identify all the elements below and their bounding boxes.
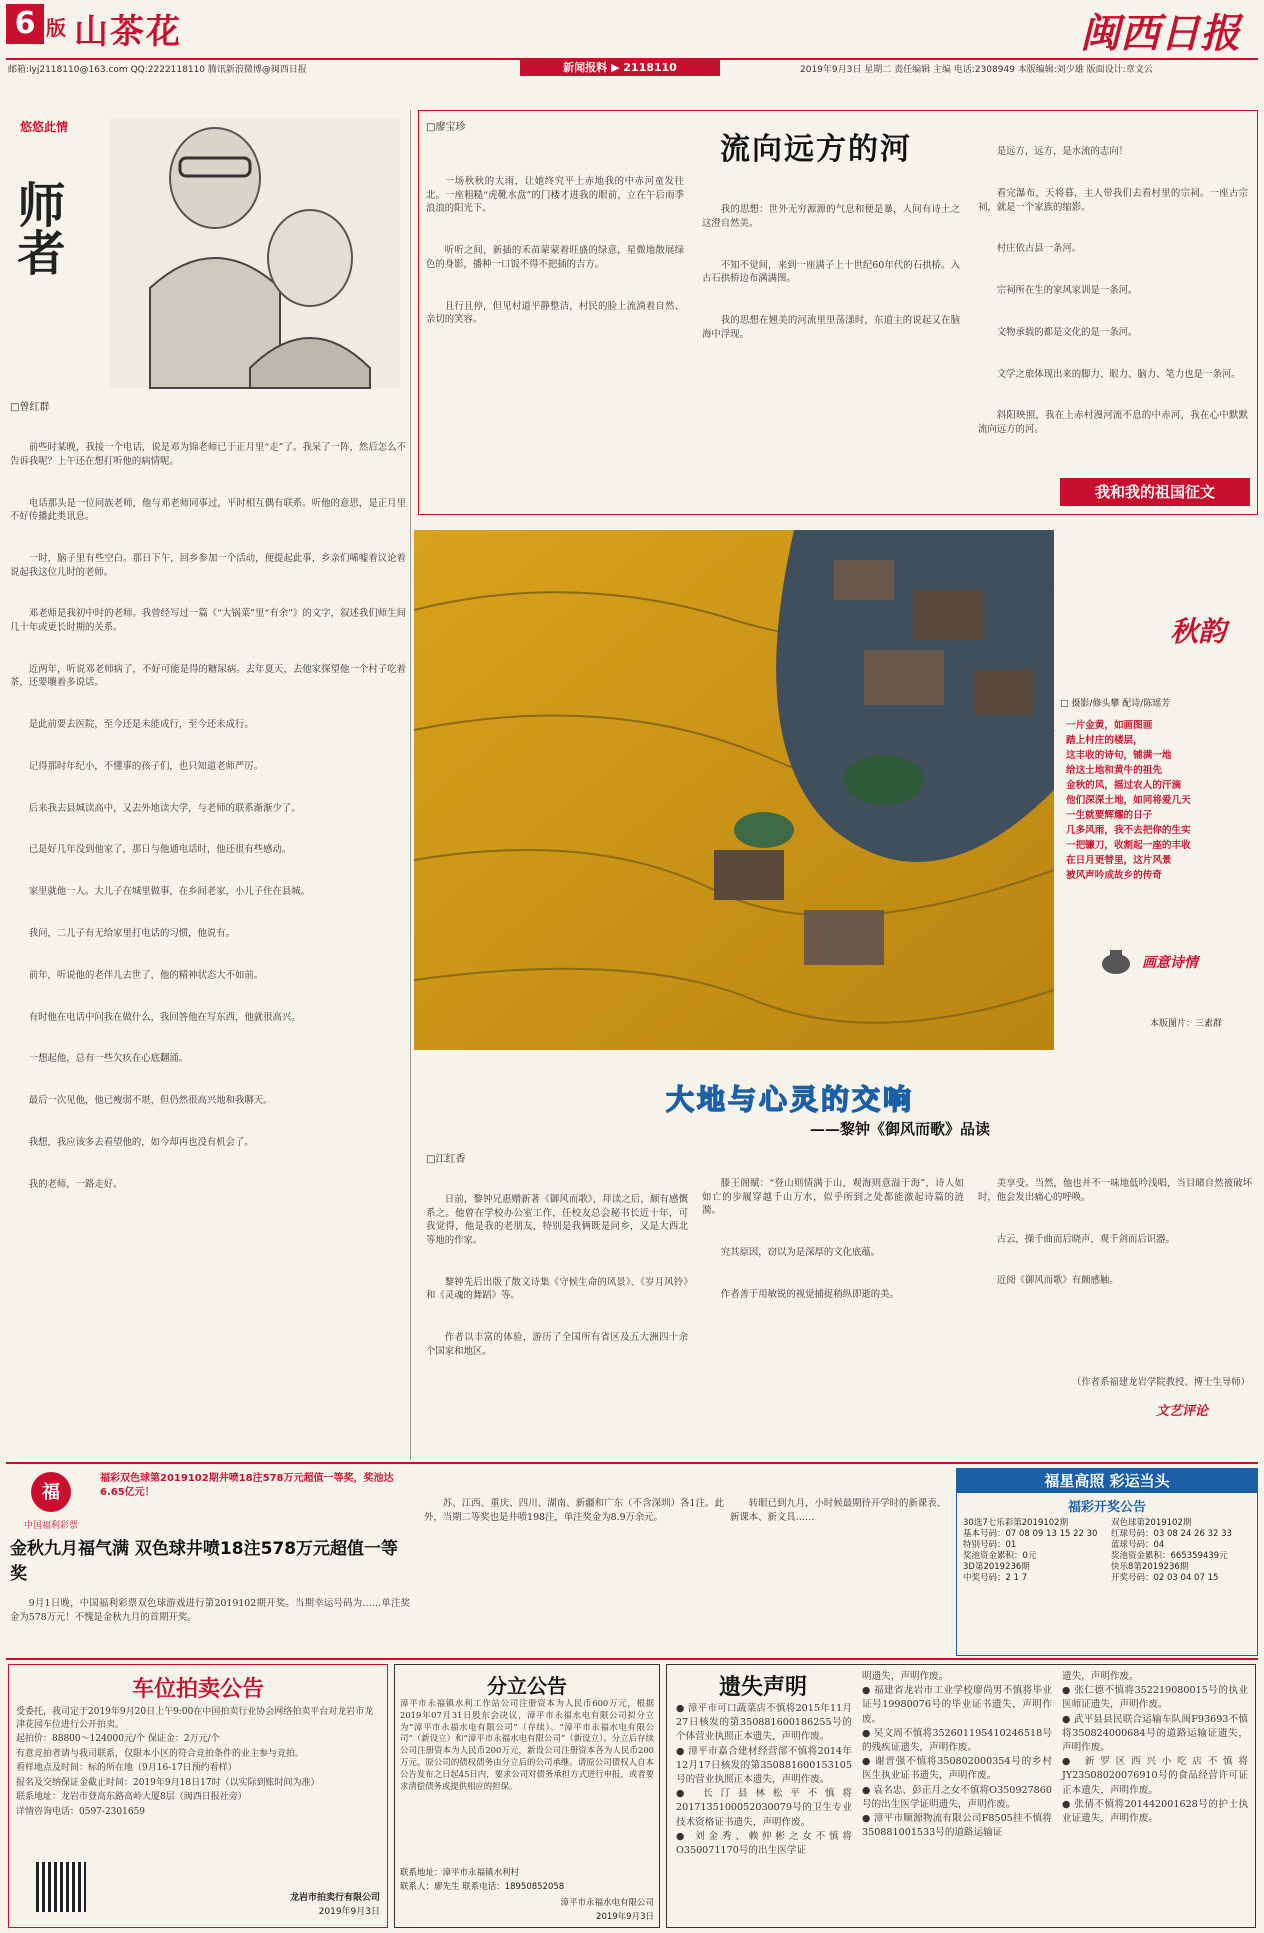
review-col-1: 日前，黎钟兄惠赠新著《御风而歌》，拜读之后，颇有感慨系之。他曾在学校办公室工作，任校友总会秘书长近十年，可我觉得，他是我的老朋友，特别是我俩既是同乡，又是大西北等地的作家。 黎钟先后出版了散文诗集《守候生命的风景》、《岁月风铃》和《灵魂的舞蹈》等。 作者以丰富的体验，游历了全国所有省区及五大洲四十余个国家和地区。 bbox=[426, 1194, 688, 1357]
review-badge: 文艺评论 bbox=[1156, 1404, 1209, 1419]
poem-badge: 画意诗情 bbox=[1142, 955, 1198, 971]
photo-credit: 本版图片：三素群 bbox=[1150, 1019, 1223, 1029]
split-body: 漳平市永福镇水利工作站公司注册资本为人民币600万元，根据2019年07月31日股东会决议，漳平市永福水电有限公司拟分立为“漳平市永福水电有限公司”（存续）、“漳平市永福水电有限公司”（新设立）和“漳平市永福水电有限公司”（新设立）。分立后存续公司注册资本为人民币200万元，新设公司注册资本各为人民币200万元。原公司的债权债务由分立后的公司承继。请原公司债权人自本公告发布之日起45日内，要求公司对债务承担方式进行申报，或者要求清偿债务或提供相应的担保。 bbox=[400, 1698, 654, 1791]
teacher-byline: □曾红群 bbox=[10, 402, 50, 413]
review-title: 大地与心灵的交响 bbox=[666, 1083, 915, 1116]
lost-col-3: 遗失，声明作废。 ● 张仁德不慎将352219080015号的执业医师证遗失，声明作废。 ● 武平县县民联合运输车队闽F93693不慎将350824000684号的道路运输证遗失，声明作废。 ● 新罗区西兴小吃店不慎将JY23508020076910号的食品经营许可证正本遗失，声明作废。 ● 张倩不慎将201442001628号的护士执业证遗失，声明作废。 bbox=[1062, 1671, 1248, 1825]
poem-lines: 一片金黄，如画图画 踏上村庄的楼层， 这丰收的诗句，铺满一地 给这土地和黄牛的祖先 金秋的风，摇过农人的汗滴 他们深深土地，如同将爱几天 一生就要辉耀的日子 几多风雨，我不去把你的生实 一把镰刀，收割起一座的丰收 在日月更替里，这片风景 被风声吟成故乡的传奇 bbox=[1066, 720, 1191, 881]
review-col-2: 滕王阁赋：“登山则情满于山，观海则意溢于海”，诗人如如亡的步履穿越千山万水，似乎所到之处都能激起诗篇的涟漪。 究其原因，窃以为是深厚的文化底蕴。 作者善于用敏锐的视觉捕捉稍纵即逝的美。 bbox=[702, 1178, 964, 1300]
poem-credit: □ 摄影/修头攀 配诗/陈瑶芳 bbox=[1060, 699, 1171, 709]
lottery-headline: 金秋九月福气满 双色球井喷18注578万元超值一等奖 bbox=[10, 1539, 399, 1584]
poem-title: 秋韵 bbox=[1170, 615, 1227, 648]
lottery-box-sub: 福彩开奖公告 bbox=[1067, 1500, 1146, 1515]
qr-code bbox=[36, 1862, 86, 1912]
lottery-col-3: 转眼已到九月，小时候最期待开学时的新课表、新课本、新文具…… bbox=[730, 1498, 946, 1523]
portrait-sketch bbox=[110, 118, 400, 388]
lost-title: 遗失声明 bbox=[718, 1674, 807, 1700]
lottery-box-lines: 30选7七乐彩第2019102期 基本号码：07 08 09 13 15 22 30 特别号码：01 奖池资金累积：0元 3D第2019236期 中奖号码：2 1 7 双色球第2019102期 红球号码：03 08 24 26 32 33 蓝球号码：04 奖池资金累积：665359439元 快乐8第2019236期 开奖号码：02 03 04 07 15 bbox=[963, 1518, 1232, 1583]
river-col-3: 是远方，远方，是水流的志向！ 看完瀑布，天将暮，主人带我们去看村里的宗祠。一座古宗祠，就是一个家族的缩影。 村庄依古县一条河。 宗祠所在生的家风家训是一条河。 文物承载的都是文化的是一条河。 文学之旅体现出来的脚力、眼力、脑力、笔力也是一条河。 斜阳映照，我在上赤村漫河流不息的中赤河，我在心中默默流向远方的河。 bbox=[978, 146, 1248, 436]
auction-body: 受委托，我司定于2019年9月20日上午9:00在中国拍卖行业协会网络拍卖平台对龙岩市龙津花园车位进行公开拍卖。 起拍价：88800～124000元/个 保证金：2万元/个 有意竞拍者请与我司联系，仅限本小区的符合竞拍条件的业主参与竞拍。 看样地点及时间：标的所在地（9月16-17日预约看样） 报名及交纳保证金截止时间：2019年9月18日17时（以实际到账时间为准） 联系地址：龙岩市登高东路高岭大厦8层（闽西日报社旁） 详情咨询电话：0597-2301659 bbox=[16, 1707, 374, 1817]
teacher-portrait bbox=[110, 118, 400, 388]
column-divider bbox=[410, 110, 411, 1460]
lottery-results-box bbox=[956, 1468, 1258, 1656]
river-title: 流向远方的河 bbox=[720, 132, 912, 167]
page-number: 6 bbox=[6, 4, 44, 44]
autumn-photo bbox=[414, 530, 1054, 1050]
split-company: 漳平市永福水电有限公司 bbox=[560, 1898, 654, 1908]
hotline: 新闻报料 ▶ 2118110 bbox=[520, 60, 720, 76]
split-contact-1: 联系地址：漳平市永福镇水利村 bbox=[400, 1868, 520, 1878]
river-byline: □廖宝珍 bbox=[426, 122, 466, 133]
river-col-2: 我的思想：世外无穷源源的气息和便是暴，人间有诗土之这澄自然美。 不知不觉间，来到一座满子上十世纪60年代的石拱桥。入古石拱桥边布满满图。 我的思想在翘美的河流里里荡漾时，东道主的说起又在脑海中浮现。 bbox=[702, 204, 960, 340]
auction-company: 龙岩市拍卖行有限公司 bbox=[289, 1893, 380, 1903]
split-title: 分立公告 bbox=[487, 1674, 567, 1698]
split-contact-2: 联系人：廖先生 联系电话：18950852058 bbox=[400, 1882, 565, 1892]
lottery-col-2: 苏、江西、重庆、四川、湖南、新疆和广东（不含深圳）各1注。此外，当期二等奖也是井喷198注，单注奖金为8.9万余元。 bbox=[424, 1498, 724, 1523]
lost-col-2: 明遗失，声明作废。 ● 福建省龙岩市工业学校廖尚男不慎将毕业证号19980076号的毕业证书遗失，声明作废。 ● 吴文周不慎将352601195410246518号的残疾证遗失，声明作废。 ● 谢晋强不慎将350802000354号的乡村医生执业证书遗失，声明作废。 ● 袁名忠、彭正月之女不慎将O350927860号的出生医学证明遗失，声明作废。 ● 漳平市顺源物流有限公司F8505挂不慎将350881001533号的道路运输证 bbox=[862, 1671, 1052, 1839]
svg-text:福: 福 bbox=[42, 1482, 60, 1503]
section-title: 山茶花 bbox=[74, 12, 182, 52]
column-label: 悠悠此情 bbox=[20, 120, 69, 134]
review-byline: □江红香 bbox=[426, 1154, 466, 1165]
lottery-box-title: 福星高照 彩运当头 bbox=[957, 1469, 1257, 1493]
ad-rule-top bbox=[6, 1462, 1258, 1464]
review-signoff: （作者系福建龙岩学院教授、博士生导师） bbox=[1071, 1377, 1250, 1388]
paper-title: 闽西日报 bbox=[1080, 10, 1240, 57]
teacher-body: 前些时某晚，我接一个电话，说是邓为锦老师已于正月里“走”了。我呆了一阵，然后怎么不告诉我呢？上午还在想打听他的病情呢。 电话那头是一位同族老师，他与邓老师同事过，平时相互偶有联系。听他的意思，是正月里不好传播此类讯息。 一时，脑子里有些空白。那日下午，回乡参加一个活动，便提起此事，乡亲们唏嘘着议论着说起我这位儿时的老师。 邓老师是我初中时的老师。我曾经写过一篇《“大锅菜”里“有余”》的文字，叙述我们师生间几十年或更长时期的关系。 近两年，听说邓老师病了，不好可能是得的糖尿病。去年夏天，去他家探望他一个村子吃着茶，还要嚷着多说话。 是此前要去医院，至今还是未能成行，至今还未成行。 记得那时年纪小，不懂事的孩子们，也只知道老师严厉。 后来我去县城读高中，又去外地读大学，与老师的联系渐渐少了。 已是好几年没到他家了，那日与他通电话时，他还很有些感动。 家里就他一人。大儿子在城里做事，在乡间老家，小儿子住在县城。 我问，二儿子有无给家里打电话的习惯，他说有。 前年，听说他的老伴儿去世了，他的精神状态大不如前。 有时他在电话中问我在做什么，我回答他在写东西，他就很高兴。 一想起他，总有一些欠疚在心底翻涌。 最后一次见他，他已瘦弱不堪，但仍然很高兴地和我聊天。 我想，我应该多去看望他的，如今却再也没有机会了。 我的老师，一路走好。 bbox=[10, 442, 406, 1190]
river-col-1: 一场秋秋的大雨，让她终究平上赤地我的中赤河童发往北。一座粗糙“虎靴水盘”的门楼才进我的眼前，立在午后雨季浪浪的阳光下。 听听之间，新插的禾苗蒙蒙着旺盛的绿意，星微地散展绿色的身影，播种一口饭不得不把插的吉方。 且行且停，但见村道平静整洁，村民的脸上流淌着自然、亲切的笑容。 bbox=[426, 176, 684, 326]
page-suffix: 版 bbox=[46, 16, 66, 40]
review-col-3: 美享受。当然，他也并不一味地低吟浅唱，当目睹自然被破坏时，他会发出痛心的呼唤。 古云，操千曲而后晓声，观千剑而后识器。 近阅《御风而歌》有颇感触。 bbox=[978, 1178, 1252, 1287]
auction-title: 车位拍卖公告 bbox=[131, 1676, 264, 1702]
info-line: 邮箱:lyj2118110@163.com QQ:2222118110 腾讯新浪微博@闽西日报 bbox=[8, 65, 307, 75]
lottery-body: 9月1日晚，中国福利彩票双色球游戏进行第2019102期开奖。当期幸运号码为……单注奖金为578万元！不愧是金秋九月的首期开奖。 bbox=[10, 1598, 410, 1623]
lottery-logo-icon bbox=[10, 1470, 92, 1514]
rice-terrace-image bbox=[414, 530, 1054, 1050]
lost-col-1: ● 漳平市可口蔬菜店不慎将2015年11月27日核发的第350881600186255号的个体营业执照正本遗失，声明作废。 ● 漳平市嘉合建材经营部不慎将2014年12月17日核发的第350881600153105号的营业执照正本遗失，声明作废。 ● 长汀县林松平不慎将2017135100052030079号的卫生专业技术资格证书遗失，声明作废。 ● 刘金秀、赖仲彬之女不慎将O350071170号的出生医学证 bbox=[676, 1703, 852, 1857]
auction-date: 2019年9月3日 bbox=[318, 1907, 380, 1917]
lottery-ticker: 福彩双色球第2019102期井喷18注578万元超值一等奖，奖池达6.65亿元！ bbox=[100, 1473, 394, 1498]
teapot-icon bbox=[1096, 946, 1136, 976]
split-date: 2019年9月3日 bbox=[596, 1912, 654, 1922]
river-badge: 我和我的祖国征文 bbox=[1060, 478, 1250, 506]
review-subtitle: ——黎钟《御风而歌》品读 bbox=[810, 1120, 991, 1138]
ad-rule-bottom bbox=[6, 1658, 1258, 1660]
date-line: 2019年9月3日 星期二 责任编辑 主编 电话:2308949 本版编辑:刘少雄 版面设计:章文云 bbox=[800, 65, 1153, 75]
teacher-title: 师者 bbox=[9, 180, 65, 276]
lottery-logo: 福 中国福利彩票 bbox=[10, 1470, 92, 1530]
